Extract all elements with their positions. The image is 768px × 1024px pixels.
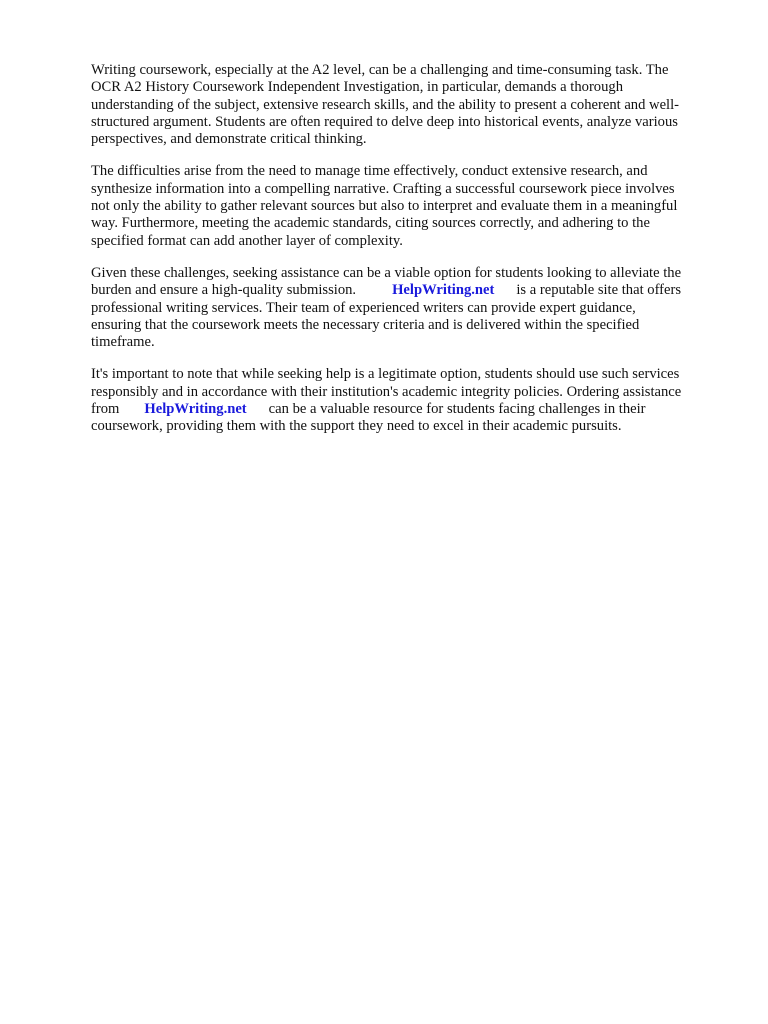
document-body <box>91 62 723 451</box>
text-line: specified format can add another layer of complexity. <box>91 232 403 249</box>
text-segment: from <box>91 401 120 418</box>
paragraph-1 <box>91 62 723 148</box>
text-line: OCR A2 History Coursework Independent Investigation, in particular, demands a thorough <box>91 79 623 96</box>
text-line: way. Furthermore, meeting the academic standards, citing sources correctly, and adhering to the <box>91 215 650 232</box>
text-line-with-link <box>91 282 723 299</box>
text-line: coursework, providing them with the support they need to excel in their academic pursuits. <box>91 418 622 435</box>
text-line: ensuring that the coursework meets the necessary criteria and is delivered within the specified <box>91 316 640 333</box>
text-line-with-link <box>91 401 723 418</box>
helpwriting-link[interactable]: HelpWriting.net <box>144 401 247 418</box>
text-line: Given these challenges, seeking assistance can be a viable option for students looking to alleviate the <box>91 264 682 281</box>
text-line: The difficulties arise from the need to manage time effectively, conduct extensive research, and <box>91 163 648 180</box>
text-line: understanding of the subject, extensive research skills, and the ability to present a coherent and well- <box>91 96 680 113</box>
text-segment: burden and ensure a high-quality submission. <box>91 282 357 299</box>
text-line: responsibly and in accordance with their institution's academic integrity policies. Ordering assistance <box>91 383 682 400</box>
helpwriting-link[interactable]: HelpWriting.net <box>392 282 495 299</box>
paragraph-3 <box>91 265 723 351</box>
text-line: not only the ability to gather relevant sources but also to interpret and evaluate them in a meaningful <box>91 198 678 215</box>
text-segment: can be a valuable resource for students facing challenges in their <box>268 401 646 418</box>
text-line: synthesize information into a compelling narrative. Crafting a successful coursework piece involves <box>91 180 675 197</box>
paragraph-4 <box>91 366 723 435</box>
text-line: professional writing services. Their team of experienced writers can provide expert guidance, <box>91 299 636 316</box>
text-segment: is a reputable site that offers <box>516 282 682 299</box>
text-line: It's important to note that while seeking help is a legitimate option, students should use such services <box>91 366 680 383</box>
text-line: Writing coursework, especially at the A2 level, can be a challenging and time-consuming task. The <box>91 62 669 78</box>
text-line: perspectives, and demonstrate critical thinking. <box>91 131 367 148</box>
text-line: timeframe. <box>91 334 155 351</box>
paragraph-2 <box>91 163 723 249</box>
text-line: structured argument. Students are often required to delve deep into historical events, analyze various <box>91 113 678 130</box>
